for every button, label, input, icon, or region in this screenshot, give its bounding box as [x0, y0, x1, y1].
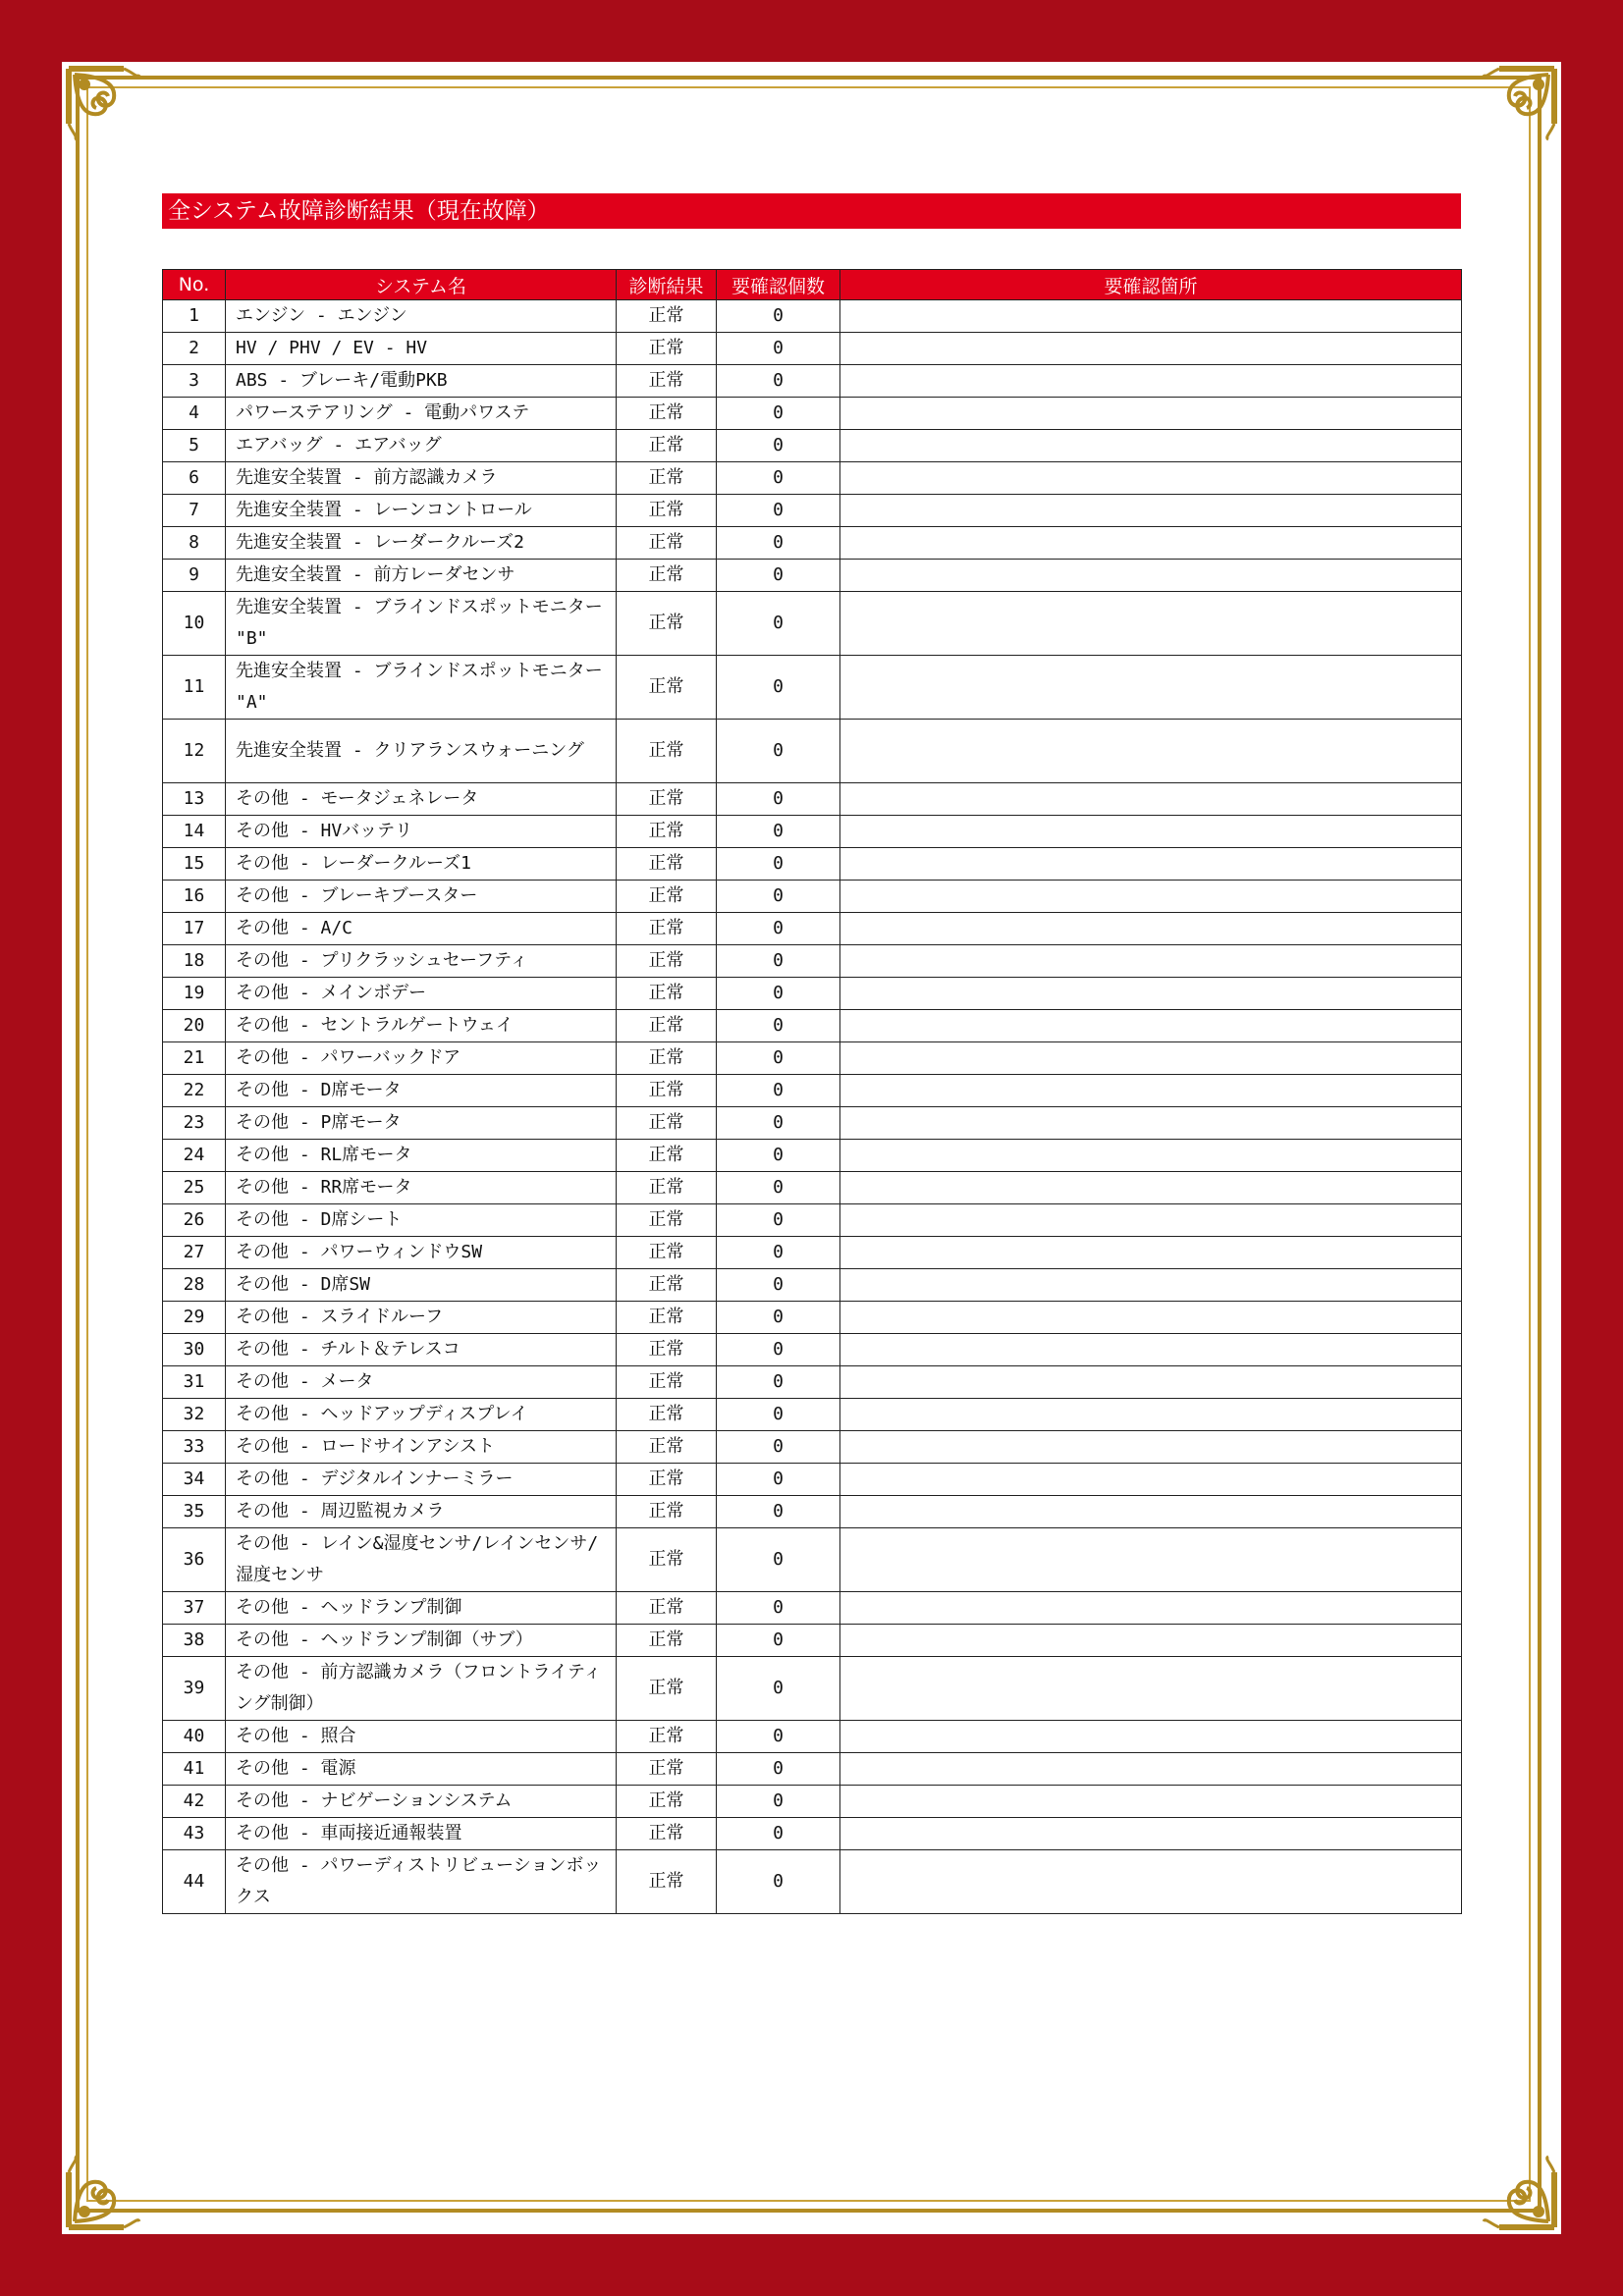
table-row	[163, 1431, 1462, 1464]
cell-system-name: その他 - セントラルゲートウェイ	[226, 1010, 617, 1042]
cell-result: 正常	[617, 656, 717, 720]
cell-no: 24	[163, 1140, 226, 1172]
cell-system-name: その他 - パワーウィンドウSW	[226, 1237, 617, 1269]
cell-location	[840, 430, 1462, 462]
cell-count: 0	[717, 720, 840, 783]
cell-location	[840, 881, 1462, 913]
cell-no: 43	[163, 1818, 226, 1850]
cell-system-name: その他 - メインボデー	[226, 978, 617, 1010]
cell-result: 正常	[617, 945, 717, 978]
cell-location	[840, 816, 1462, 848]
table-row	[163, 1010, 1462, 1042]
cell-count: 0	[717, 1753, 840, 1786]
cell-no: 15	[163, 848, 226, 881]
cell-no: 12	[163, 720, 226, 783]
table-row	[163, 881, 1462, 913]
cell-location	[840, 1237, 1462, 1269]
cell-result: 正常	[617, 495, 717, 527]
cell-count: 0	[717, 462, 840, 495]
table-row	[163, 1140, 1462, 1172]
table-row	[163, 1269, 1462, 1302]
cell-result: 正常	[617, 1721, 717, 1753]
cell-location	[840, 462, 1462, 495]
cell-no: 2	[163, 333, 226, 365]
cell-result: 正常	[617, 1464, 717, 1496]
corner-ornament-icon	[1468, 2141, 1558, 2231]
corner-ornament-icon	[65, 2141, 155, 2231]
cell-no: 40	[163, 1721, 226, 1753]
cell-count: 0	[717, 978, 840, 1010]
table-row	[163, 656, 1462, 720]
cell-result: 正常	[617, 1042, 717, 1075]
cell-location	[840, 1496, 1462, 1528]
cell-no: 5	[163, 430, 226, 462]
cell-result: 正常	[617, 1010, 717, 1042]
table-row	[163, 1042, 1462, 1075]
cell-result: 正常	[617, 1592, 717, 1625]
cell-count: 0	[717, 1204, 840, 1237]
table-row	[163, 560, 1462, 592]
cell-system-name: その他 - 電源	[226, 1753, 617, 1786]
cell-result: 正常	[617, 560, 717, 592]
table-row	[163, 1172, 1462, 1204]
cell-result: 正常	[617, 300, 717, 333]
cell-result: 正常	[617, 1657, 717, 1721]
cell-system-name: その他 - スライドルーフ	[226, 1302, 617, 1334]
cell-count: 0	[717, 1010, 840, 1042]
cell-count: 0	[717, 945, 840, 978]
cell-count: 0	[717, 527, 840, 560]
cell-no: 36	[163, 1528, 226, 1592]
cell-location	[840, 1172, 1462, 1204]
cell-system-name: 先進安全装置 - クリアランスウォーニング	[226, 720, 617, 783]
cell-no: 3	[163, 365, 226, 398]
cell-system-name: その他 - RL席モータ	[226, 1140, 617, 1172]
cell-system-name: 先進安全装置 - 前方レーダセンサ	[226, 560, 617, 592]
cell-count: 0	[717, 495, 840, 527]
table-row	[163, 1399, 1462, 1431]
cell-location	[840, 300, 1462, 333]
cell-result: 正常	[617, 1302, 717, 1334]
table-row	[163, 1464, 1462, 1496]
cell-result: 正常	[617, 1625, 717, 1657]
table-row	[163, 978, 1462, 1010]
cell-count: 0	[717, 333, 840, 365]
cell-system-name: その他 - A/C	[226, 913, 617, 945]
corner-ornament-icon	[1468, 65, 1558, 155]
header-location: 要確認箇所	[840, 270, 1462, 300]
table-row	[163, 1204, 1462, 1237]
cell-no: 1	[163, 300, 226, 333]
table-row	[163, 1753, 1462, 1786]
cell-location	[840, 656, 1462, 720]
cell-location	[840, 1850, 1462, 1914]
cell-count: 0	[717, 1528, 840, 1592]
cell-no: 7	[163, 495, 226, 527]
cell-count: 0	[717, 1172, 840, 1204]
cell-count: 0	[717, 1075, 840, 1107]
cell-no: 34	[163, 1464, 226, 1496]
cell-location	[840, 978, 1462, 1010]
table-row	[163, 720, 1462, 783]
cell-system-name: その他 - パワーディストリビューションボックス	[226, 1850, 617, 1914]
cell-location	[840, 720, 1462, 783]
cell-count: 0	[717, 1140, 840, 1172]
cell-location	[840, 945, 1462, 978]
table-row	[163, 430, 1462, 462]
cell-system-name: その他 - RR席モータ	[226, 1172, 617, 1204]
cell-system-name: その他 - チルト＆テレスコ	[226, 1334, 617, 1366]
cell-result: 正常	[617, 1204, 717, 1237]
cell-result: 正常	[617, 1107, 717, 1140]
cell-location	[840, 1721, 1462, 1753]
cell-no: 20	[163, 1010, 226, 1042]
cell-location	[840, 398, 1462, 430]
cell-no: 44	[163, 1850, 226, 1914]
cell-count: 0	[717, 1850, 840, 1914]
cell-location	[840, 1818, 1462, 1850]
cell-result: 正常	[617, 398, 717, 430]
cell-no: 21	[163, 1042, 226, 1075]
cell-system-name: 先進安全装置 - レーンコントロール	[226, 495, 617, 527]
cell-result: 正常	[617, 1818, 717, 1850]
cell-system-name: その他 - デジタルインナーミラー	[226, 1464, 617, 1496]
cell-count: 0	[717, 1107, 840, 1140]
cell-result: 正常	[617, 1366, 717, 1399]
table-row	[163, 783, 1462, 816]
cell-result: 正常	[617, 462, 717, 495]
cell-system-name: その他 - レイン&湿度センサ/レインセンサ/湿度センサ	[226, 1528, 617, 1592]
cell-system-name: その他 - 車両接近通報装置	[226, 1818, 617, 1850]
cell-count: 0	[717, 1431, 840, 1464]
cell-count: 0	[717, 656, 840, 720]
table-body	[163, 300, 1462, 1914]
cell-location	[840, 1464, 1462, 1496]
cell-system-name: その他 - プリクラッシュセーフティ	[226, 945, 617, 978]
diagnosis-table	[162, 269, 1462, 1914]
cell-system-name: 先進安全装置 - ブラインドスポットモニター "A"	[226, 656, 617, 720]
table-row	[163, 945, 1462, 978]
cell-system-name: その他 - ブレーキブースター	[226, 881, 617, 913]
cell-no: 38	[163, 1625, 226, 1657]
cell-result: 正常	[617, 333, 717, 365]
cell-system-name: その他 - ロードサインアシスト	[226, 1431, 617, 1464]
cell-location	[840, 1625, 1462, 1657]
cell-count: 0	[717, 1269, 840, 1302]
table-row	[163, 300, 1462, 333]
cell-location	[840, 1302, 1462, 1334]
cell-no: 22	[163, 1075, 226, 1107]
table-row	[163, 365, 1462, 398]
cell-no: 29	[163, 1302, 226, 1334]
cell-location	[840, 1042, 1462, 1075]
cell-no: 39	[163, 1657, 226, 1721]
cell-system-name: その他 - 周辺監視カメラ	[226, 1496, 617, 1528]
cell-location	[840, 365, 1462, 398]
cell-location	[840, 1204, 1462, 1237]
cell-system-name: その他 - モータジェネレータ	[226, 783, 617, 816]
cell-count: 0	[717, 1818, 840, 1850]
cell-no: 27	[163, 1237, 226, 1269]
cell-no: 31	[163, 1366, 226, 1399]
cell-system-name: その他 - ヘッドアップディスプレイ	[226, 1399, 617, 1431]
corner-ornament-icon	[65, 65, 155, 155]
table-row	[163, 1592, 1462, 1625]
cell-location	[840, 1753, 1462, 1786]
cell-location	[840, 783, 1462, 816]
cell-system-name: ABS - ブレーキ/電動PKB	[226, 365, 617, 398]
table-row	[163, 495, 1462, 527]
cell-no: 35	[163, 1496, 226, 1528]
cell-system-name: その他 - ヘッドランプ制御	[226, 1592, 617, 1625]
table-row	[163, 1625, 1462, 1657]
cell-system-name: その他 - ナビゲーションシステム	[226, 1786, 617, 1818]
table-row	[163, 462, 1462, 495]
cell-count: 0	[717, 881, 840, 913]
header-result: 診断結果	[617, 270, 717, 300]
cell-location	[840, 1107, 1462, 1140]
cell-no: 28	[163, 1269, 226, 1302]
cell-result: 正常	[617, 720, 717, 783]
table-row	[163, 1107, 1462, 1140]
cell-count: 0	[717, 1399, 840, 1431]
table-row	[163, 1302, 1462, 1334]
cell-count: 0	[717, 1366, 840, 1399]
cell-location	[840, 1010, 1462, 1042]
cell-location	[840, 527, 1462, 560]
cell-count: 0	[717, 398, 840, 430]
cell-system-name: エンジン - エンジン	[226, 300, 617, 333]
cell-result: 正常	[617, 1075, 717, 1107]
cell-result: 正常	[617, 881, 717, 913]
cell-system-name: その他 - ヘッドランプ制御（サブ）	[226, 1625, 617, 1657]
header-system-name: システム名	[226, 270, 617, 300]
table-row	[163, 1075, 1462, 1107]
cell-location	[840, 848, 1462, 881]
cell-system-name: その他 - D席シート	[226, 1204, 617, 1237]
cell-count: 0	[717, 848, 840, 881]
cell-result: 正常	[617, 1269, 717, 1302]
cell-location	[840, 1399, 1462, 1431]
cell-no: 41	[163, 1753, 226, 1786]
cell-result: 正常	[617, 978, 717, 1010]
cell-no: 25	[163, 1172, 226, 1204]
cell-system-name: 先進安全装置 - 前方認識カメラ	[226, 462, 617, 495]
cell-no: 10	[163, 592, 226, 656]
cell-result: 正常	[617, 1140, 717, 1172]
cell-location	[840, 592, 1462, 656]
cell-system-name: 先進安全装置 - ブラインドスポットモニター "B"	[226, 592, 617, 656]
cell-system-name: その他 - P席モータ	[226, 1107, 617, 1140]
cell-no: 14	[163, 816, 226, 848]
cell-no: 9	[163, 560, 226, 592]
cell-system-name: その他 - D席SW	[226, 1269, 617, 1302]
cell-location	[840, 495, 1462, 527]
cell-system-name: その他 - 前方認識カメラ（フロントライティング制御）	[226, 1657, 617, 1721]
cell-no: 19	[163, 978, 226, 1010]
cell-result: 正常	[617, 1753, 717, 1786]
table-row	[163, 1528, 1462, 1592]
cell-no: 23	[163, 1107, 226, 1140]
cell-count: 0	[717, 1464, 840, 1496]
cell-system-name: その他 - 照合	[226, 1721, 617, 1753]
cell-system-name: パワーステアリング - 電動パワステ	[226, 398, 617, 430]
table-row	[163, 1818, 1462, 1850]
cell-count: 0	[717, 1657, 840, 1721]
cell-no: 37	[163, 1592, 226, 1625]
cell-count: 0	[717, 592, 840, 656]
table-row	[163, 1334, 1462, 1366]
cell-count: 0	[717, 816, 840, 848]
table-row	[163, 1850, 1462, 1914]
cell-location	[840, 1786, 1462, 1818]
cell-result: 正常	[617, 430, 717, 462]
cell-count: 0	[717, 1334, 840, 1366]
cell-no: 26	[163, 1204, 226, 1237]
cell-no: 4	[163, 398, 226, 430]
table-row	[163, 1496, 1462, 1528]
cell-location	[840, 1431, 1462, 1464]
cell-system-name: その他 - D席モータ	[226, 1075, 617, 1107]
section-title: 全システム故障診断結果（現在故障）	[162, 193, 1461, 229]
cell-result: 正常	[617, 816, 717, 848]
table-row	[163, 1786, 1462, 1818]
cell-no: 17	[163, 913, 226, 945]
cell-location	[840, 1528, 1462, 1592]
cell-result: 正常	[617, 592, 717, 656]
header-count: 要確認個数	[717, 270, 840, 300]
cell-no: 16	[163, 881, 226, 913]
cell-count: 0	[717, 1496, 840, 1528]
table-row	[163, 527, 1462, 560]
cell-result: 正常	[617, 1786, 717, 1818]
cell-count: 0	[717, 1786, 840, 1818]
table-row	[163, 333, 1462, 365]
cell-result: 正常	[617, 848, 717, 881]
table-row	[163, 848, 1462, 881]
cell-no: 11	[163, 656, 226, 720]
cell-location	[840, 1366, 1462, 1399]
cell-count: 0	[717, 1042, 840, 1075]
cell-count: 0	[717, 300, 840, 333]
cell-no: 32	[163, 1399, 226, 1431]
cell-result: 正常	[617, 1399, 717, 1431]
cell-location	[840, 1592, 1462, 1625]
cell-location	[840, 560, 1462, 592]
cell-result: 正常	[617, 913, 717, 945]
cell-system-name: その他 - パワーバックドア	[226, 1042, 617, 1075]
cell-result: 正常	[617, 783, 717, 816]
cell-location	[840, 1334, 1462, 1366]
cell-result: 正常	[617, 1850, 717, 1914]
table-row	[163, 1657, 1462, 1721]
cell-system-name: その他 - メータ	[226, 1366, 617, 1399]
cell-result: 正常	[617, 1237, 717, 1269]
cell-location	[840, 1075, 1462, 1107]
cell-system-name: 先進安全装置 - レーダークルーズ2	[226, 527, 617, 560]
table-row	[163, 1237, 1462, 1269]
cell-result: 正常	[617, 1528, 717, 1592]
cell-system-name: その他 - レーダークルーズ1	[226, 848, 617, 881]
cell-count: 0	[717, 1625, 840, 1657]
cell-no: 6	[163, 462, 226, 495]
cell-location	[840, 1140, 1462, 1172]
cell-no: 30	[163, 1334, 226, 1366]
cell-result: 正常	[617, 1334, 717, 1366]
cell-no: 13	[163, 783, 226, 816]
cell-count: 0	[717, 365, 840, 398]
cell-count: 0	[717, 560, 840, 592]
table-row	[163, 1721, 1462, 1753]
cell-result: 正常	[617, 365, 717, 398]
cell-count: 0	[717, 430, 840, 462]
cell-result: 正常	[617, 527, 717, 560]
table-row	[163, 816, 1462, 848]
cell-result: 正常	[617, 1431, 717, 1464]
cell-location	[840, 1657, 1462, 1721]
table-row	[163, 592, 1462, 656]
header-no: No.	[163, 270, 226, 300]
cell-count: 0	[717, 1721, 840, 1753]
cell-count: 0	[717, 913, 840, 945]
table-row	[163, 1366, 1462, 1399]
cell-no: 33	[163, 1431, 226, 1464]
table-header-row	[163, 270, 1462, 300]
cell-result: 正常	[617, 1172, 717, 1204]
cell-system-name: HV / PHV / EV - HV	[226, 333, 617, 365]
cell-location	[840, 333, 1462, 365]
cell-location	[840, 913, 1462, 945]
cell-result: 正常	[617, 1496, 717, 1528]
cell-system-name: その他 - HVバッテリ	[226, 816, 617, 848]
cell-no: 8	[163, 527, 226, 560]
cell-no: 18	[163, 945, 226, 978]
table-row	[163, 398, 1462, 430]
cell-system-name: エアバッグ - エアバッグ	[226, 430, 617, 462]
table-row	[163, 913, 1462, 945]
cell-count: 0	[717, 1592, 840, 1625]
cell-no: 42	[163, 1786, 226, 1818]
cell-count: 0	[717, 1302, 840, 1334]
cell-location	[840, 1269, 1462, 1302]
cell-count: 0	[717, 1237, 840, 1269]
cell-count: 0	[717, 783, 840, 816]
